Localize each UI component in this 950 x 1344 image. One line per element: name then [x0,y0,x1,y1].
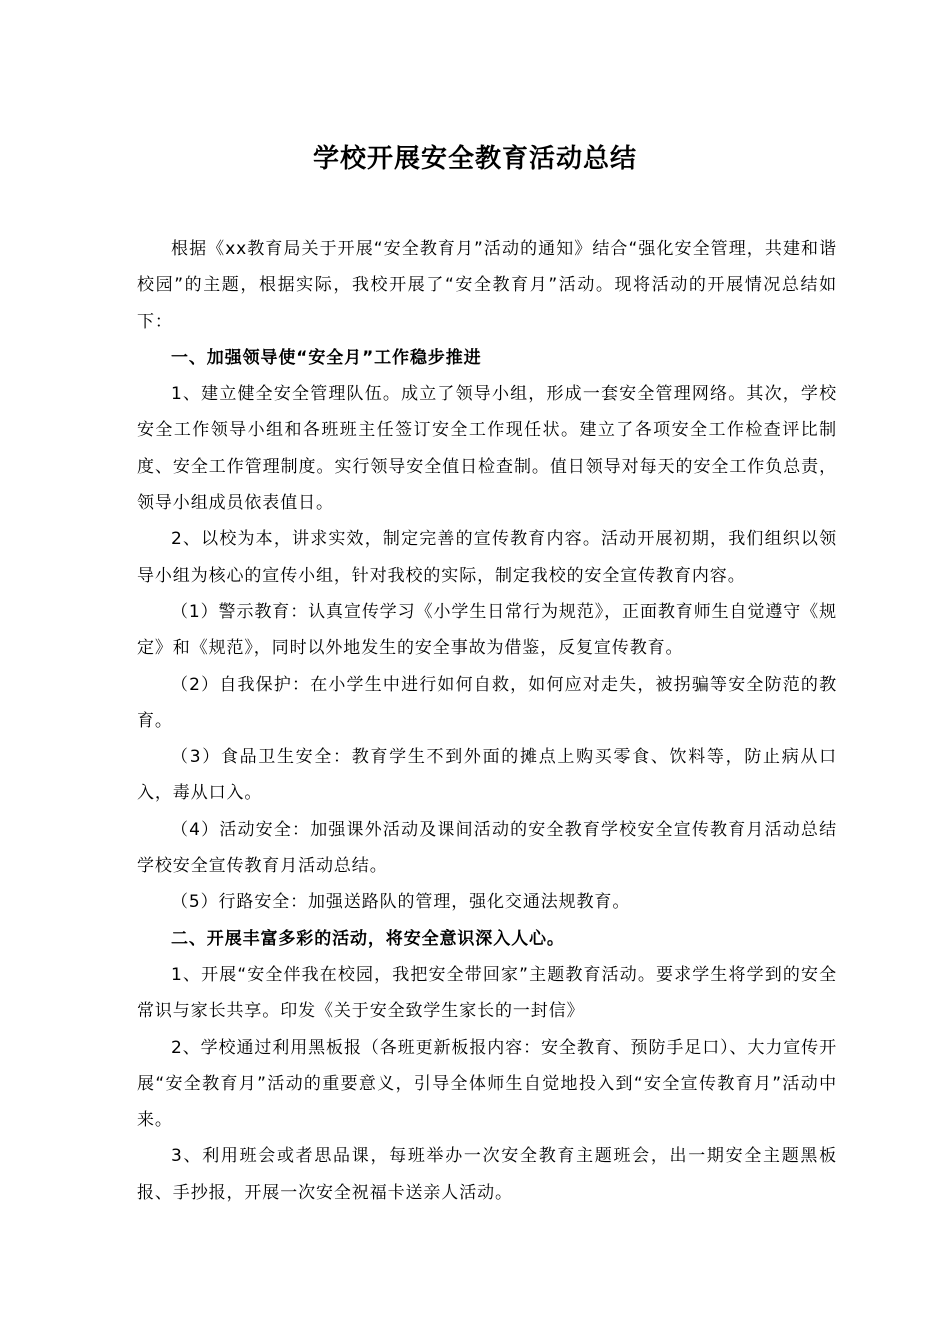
paragraph: 2、学校通过利用黑板报（各班更新板报内容：安全教育、预防手足口）、大力宣传开展“安全教育月”活动的重要意义，引导全体师生自觉地投入到“安全宣传教育月”活动中来。 [137,1037,837,1131]
paragraph: （3）食品卫生安全：教育学生不到外面的摊点上购买零食、饮料等，防止病从口入，毒从口入。 [137,747,837,804]
section-heading-2: 二、开展丰富多彩的活动，将安全意识深入人心。 [171,928,565,949]
paragraph: （5）行路安全：加强送路队的管理，强化交通法规教育。 [171,892,631,913]
paragraph: 3、利用班会或者思品课，每班举办一次安全教育主题班会，出一期安全主题黑板报、手抄报，开展一次安全祝福卡送亲人活动。 [137,1146,837,1203]
paragraph: （2）自我保护：在小学生中进行如何自救，如何应对走失，被拐骗等安全防范的教育。 [137,674,837,731]
document-body [137,231,837,1211]
paragraph: 2、以校为本，讲求实效，制定完善的宣传教育内容。活动开展初期，我们组织以领导小组为核心的宣传小组，针对我校的实际，制定我校的安全宣传教育内容。 [137,529,837,586]
document-title: 学校开展安全教育活动总结 [312,144,637,174]
paragraph: 1、建立健全安全管理队伍。成立了领导小组，形成一套安全管理网络。其次，学校安全工作领导小组和各班班主任签订安全工作现任状。建立了各项安全工作检查评比制度、安全工作管理制度。实行领导安全值日检查制。值日领导对每天的安全工作负总责，领导小组成员依表值日。 [137,384,837,514]
paragraph: 1、开展“安全伴我在校园，我把安全带回家”主题教育活动。要求学生将学到的安全常识与家长共享。印发《关于安全致学生家长的一封信》 [137,964,837,1022]
paragraph: （1）警示教育：认真宣传学习《小学生日常行为规范》，正面教育师生自觉遵守《规定》和《规范》，同时以外地发生的安全事故为借鉴，反复宣传教育。 [137,601,837,659]
section-heading-1: 一、加强领导使“安全月”工作稳步推进 [171,347,482,368]
paragraph: （4）活动安全：加强课外活动及课间活动的安全教育学校安全宣传教育月活动总结学校安全宣传教育月活动总结。 [137,819,837,877]
paragraph-intro: 根据《xx教育局关于开展“安全教育月”活动的通知》结合“强化安全管理，共建和谐校园”的主题，根据实际，我校开展了“安全教育月”活动。现将活动的开展情况总结如下： [137,239,837,332]
